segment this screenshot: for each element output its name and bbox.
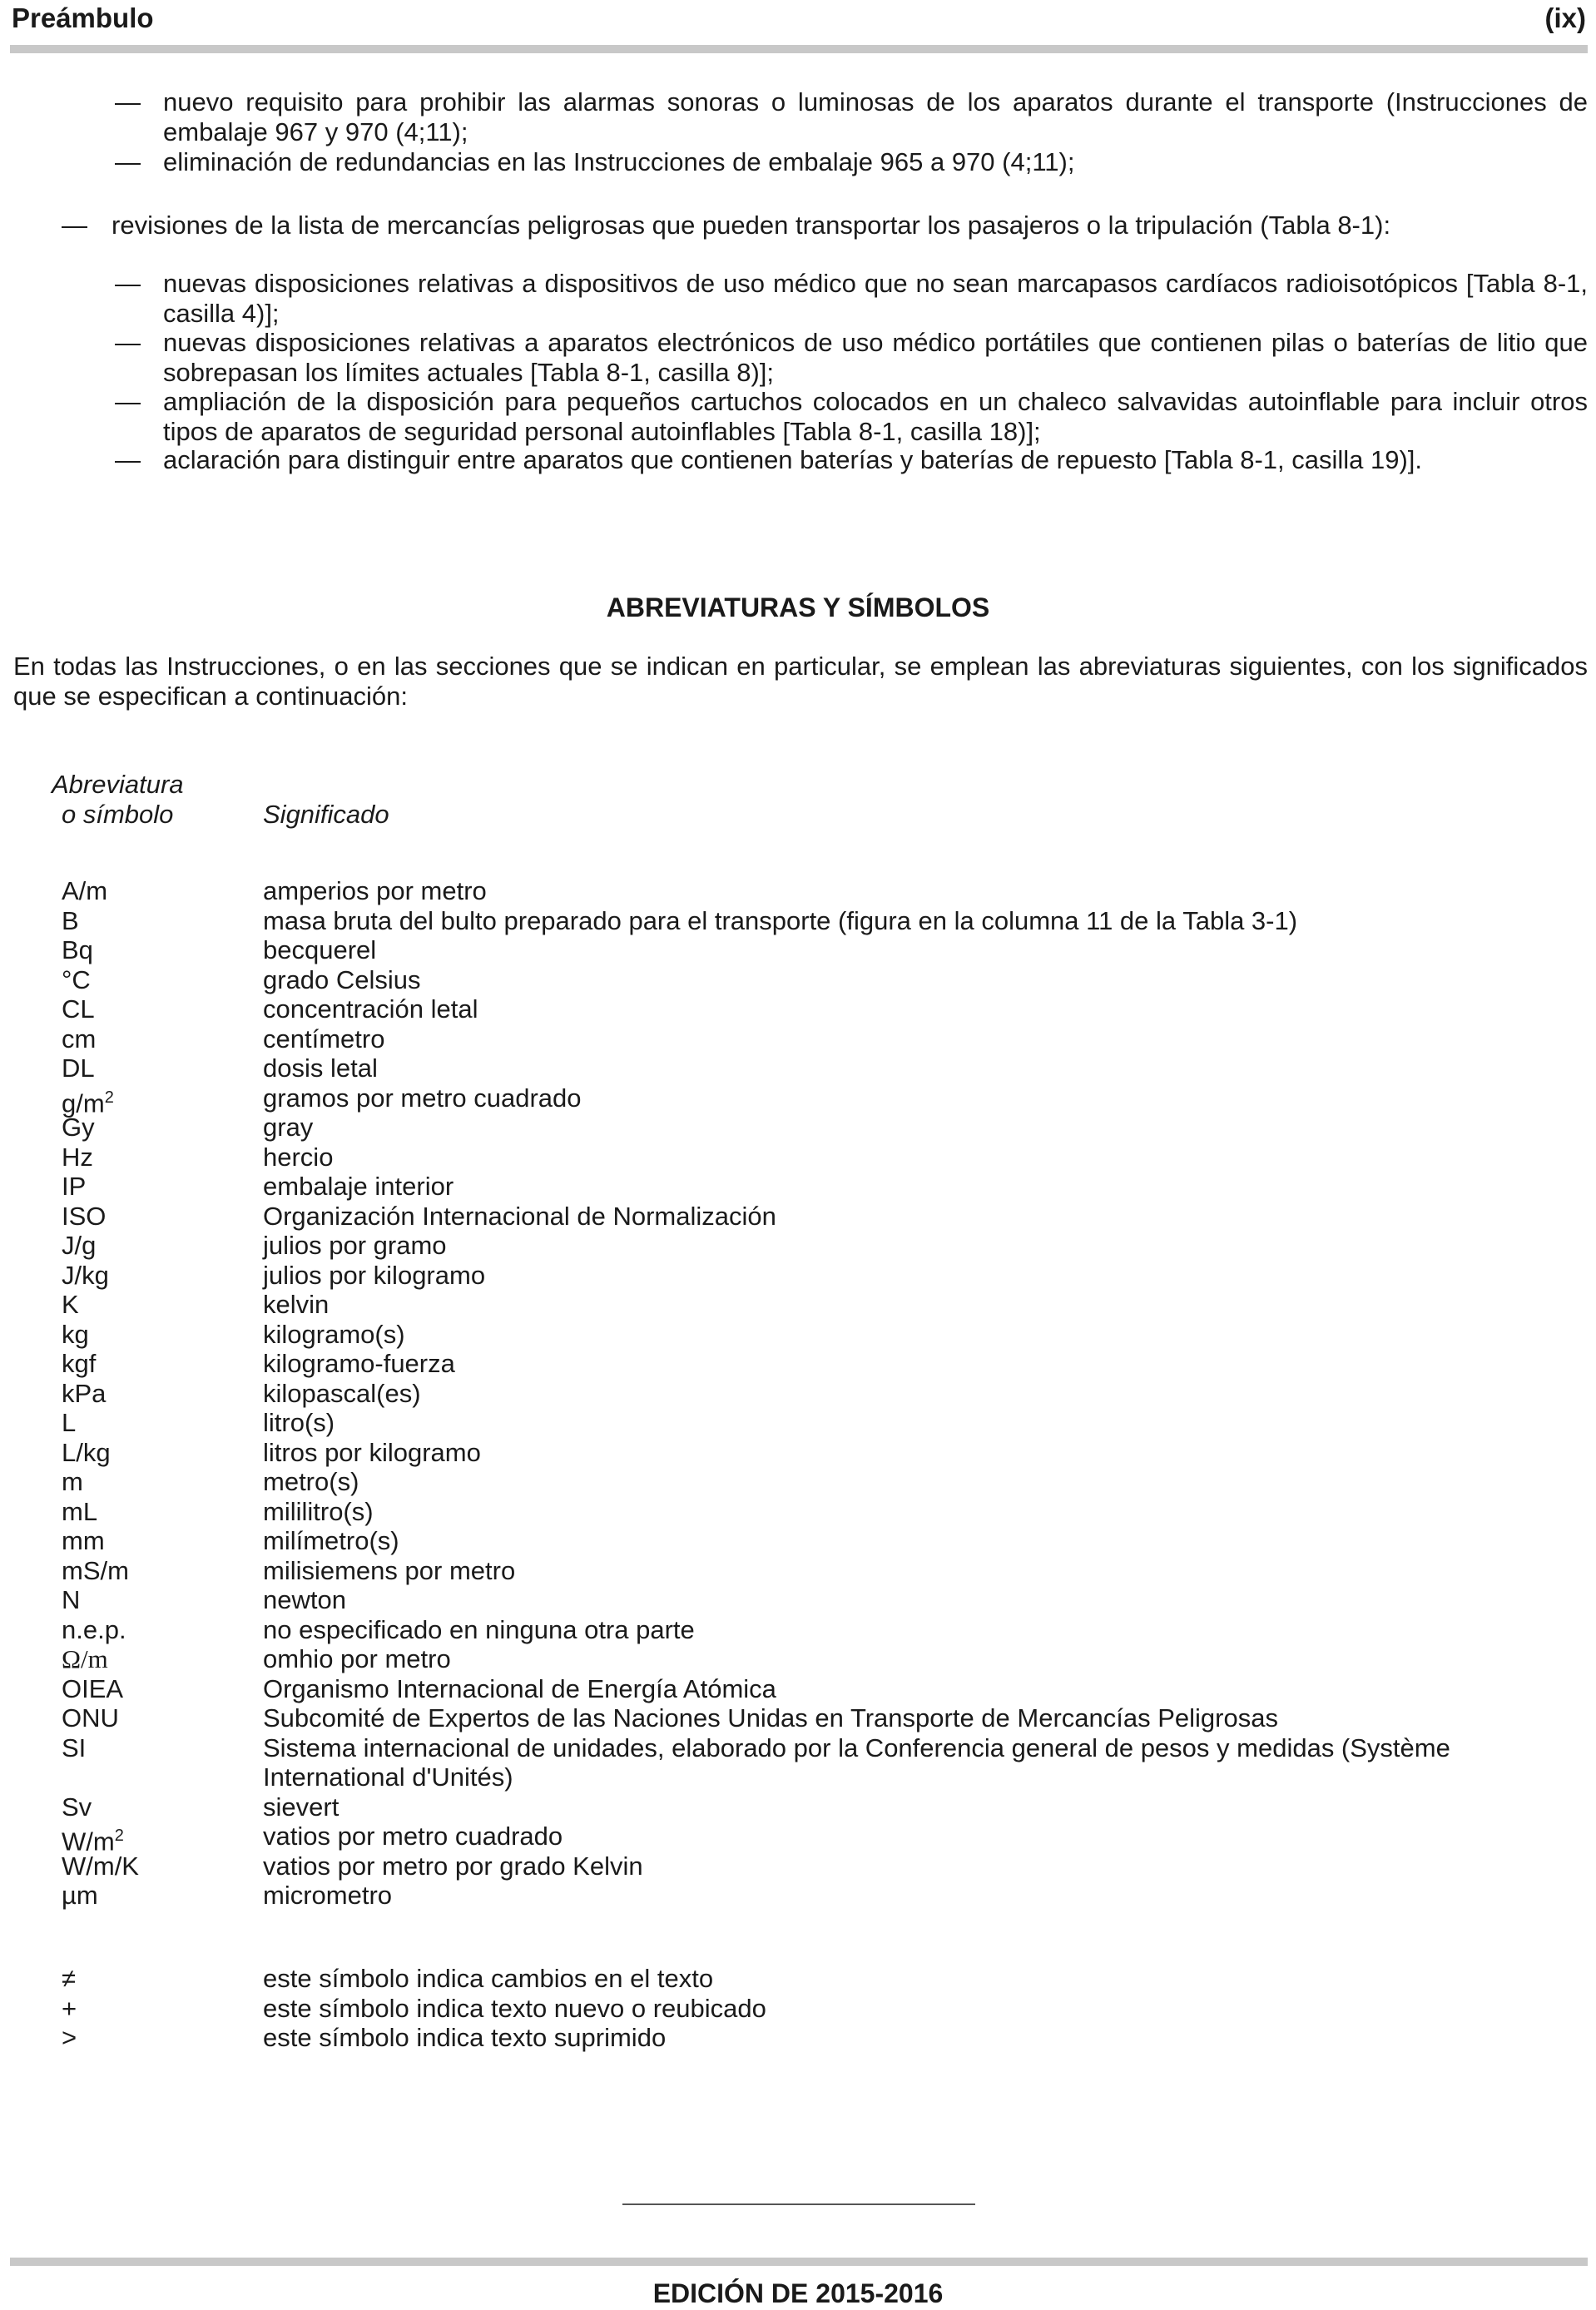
- abbreviation-row: [62, 1733, 1588, 1792]
- symbol: ≠: [62, 1964, 77, 1993]
- abbreviation-row: [62, 1851, 1588, 1881]
- abbreviations-intro: En todas las Instrucciones, o en las secciones que se indican en particular, se emplean las abreviaturas siguientes, con los significados que se especifican a continuación:: [13, 652, 1588, 711]
- abbreviation: CL: [62, 994, 95, 1024]
- abbreviation: kgf: [62, 1349, 97, 1378]
- abbreviation-row: [62, 1585, 1588, 1615]
- abbreviation-meaning: Organismo Internacional de Energía Atómica: [263, 1673, 776, 1703]
- dash-marker: —: [62, 211, 87, 240]
- column-header-abbr: o símbolo: [62, 800, 174, 829]
- abbreviation-meaning: mililitro(s): [263, 1496, 374, 1526]
- abbreviation: Hz: [62, 1142, 93, 1172]
- abbreviation: mm: [62, 1526, 105, 1555]
- abbreviation-meaning: newton: [263, 1585, 346, 1614]
- abbreviation-row: [62, 1231, 1588, 1261]
- abbreviation: µm: [62, 1881, 98, 1910]
- amendment-sub-item: [115, 269, 1588, 329]
- abbreviation-meaning: hercio: [263, 1142, 334, 1172]
- abbreviation-meaning: becquerel: [263, 935, 377, 964]
- superscript: 2: [104, 1088, 114, 1107]
- abbreviation-meaning: concentración letal: [263, 994, 478, 1024]
- amendment-sub-item: [115, 147, 1588, 177]
- abbreviation: ISO: [62, 1201, 107, 1231]
- dash-marker: —: [115, 387, 141, 416]
- header-rule: [10, 45, 1588, 53]
- abbreviation-meaning: kilogramo(s): [263, 1319, 405, 1349]
- amendment-text: nuevo requisito para prohibir las alarmas sonoras o luminosas de los aparatos durante el transporte (Instrucciones de embalaje 967 y 970 (4;11);: [163, 87, 1588, 146]
- abbreviation: Ω/m: [62, 1644, 108, 1673]
- abbreviation: K: [62, 1290, 79, 1319]
- abbreviation-meaning: sievert: [263, 1792, 340, 1822]
- abbreviation-row: [62, 1792, 1588, 1822]
- abbreviation: W/m/K: [62, 1851, 139, 1881]
- abbreviation-row: [62, 1644, 1588, 1674]
- abbreviation-meaning: julios por gramo: [263, 1231, 447, 1260]
- symbol-row: [62, 1964, 1588, 1994]
- column-header-abbr: Abreviatura: [52, 770, 184, 799]
- abbreviation-meaning: micrometro: [263, 1881, 393, 1910]
- symbol-row: [62, 1994, 1588, 2024]
- abbreviation-row: [62, 994, 1588, 1024]
- abbreviation-row: [62, 1556, 1588, 1586]
- abbreviation: Gy: [62, 1113, 95, 1142]
- section-title: Preámbulo: [12, 2, 154, 33]
- abbreviation-row: [62, 1674, 1588, 1704]
- abbreviation-row: [62, 1881, 1588, 1911]
- abbreviation: Sv: [62, 1792, 92, 1822]
- abbreviation-meaning: litro(s): [263, 1408, 335, 1437]
- abbreviation-row: [62, 1261, 1588, 1291]
- abbreviation-meaning: kelvin: [263, 1290, 330, 1319]
- footer-divider: [622, 2203, 975, 2205]
- abbreviation-row: [62, 1349, 1588, 1379]
- symbol-meaning: este símbolo indica cambios en el texto: [263, 1964, 714, 1993]
- abbreviation-row: [62, 1497, 1588, 1527]
- abbreviation-row: [62, 1408, 1588, 1438]
- dash-marker: —: [115, 147, 141, 176]
- abbreviation: n.e.p.: [62, 1614, 126, 1644]
- dash-marker: —: [115, 328, 141, 357]
- symbol: >: [62, 2023, 77, 2052]
- abbreviation: L: [62, 1408, 77, 1437]
- abbreviation-meaning: centímetro: [263, 1024, 385, 1053]
- abbreviation-meaning: vatios por metro cuadrado: [263, 1822, 563, 1851]
- abbreviation-meaning: julios por kilogramo: [263, 1260, 486, 1290]
- abbreviation: B: [62, 905, 79, 935]
- abbreviation: DL: [62, 1053, 95, 1083]
- amendment-sub-item: [115, 328, 1588, 388]
- abbreviation-meaning: kilogramo-fuerza: [263, 1349, 455, 1378]
- abbreviation-meaning: milisiemens por metro: [263, 1555, 516, 1585]
- abbreviation: mS/m: [62, 1555, 129, 1585]
- abbreviation-meaning: vatios por metro por grado Kelvin: [263, 1851, 643, 1881]
- abbreviation-row: [62, 1438, 1588, 1468]
- abbreviation-row: [62, 1467, 1588, 1497]
- amendment-text: aclaración para distinguir entre aparatos que contienen baterías y baterías de repuesto [Tabla 8-1, casilla 19)].: [163, 445, 1423, 474]
- abbreviation-meaning: amperios por metro: [263, 876, 487, 905]
- abbreviation-row: [62, 1113, 1588, 1143]
- abbreviation-meaning: Subcomité de Expertos de las Naciones Unidas en Transporte de Mercancías Peligrosas: [263, 1703, 1278, 1732]
- dash-marker: —: [115, 445, 141, 474]
- abbreviation: cm: [62, 1024, 97, 1053]
- abbreviation-row: [62, 1615, 1588, 1645]
- abbreviation-meaning: gray: [263, 1113, 314, 1142]
- abbreviation-meaning: no especificado en ninguna otra parte: [263, 1614, 695, 1644]
- dash-marker: —: [115, 269, 141, 298]
- abbreviation-meaning: kilopascal(es): [263, 1378, 421, 1408]
- abbreviation: $W/m^2$: [62, 1827, 124, 1856]
- abbreviation: IP: [62, 1172, 87, 1201]
- abbreviation: °C: [62, 964, 91, 994]
- abbreviation: A/m: [62, 876, 108, 905]
- abbreviations-heading: ABREVIATURAS Y SÍMBOLOS: [606, 592, 990, 622]
- abbreviation-meaning: omhio por metro: [263, 1644, 451, 1673]
- abbreviation-meaning: Organización Internacional de Normalización: [263, 1201, 776, 1231]
- abbreviation: mL: [62, 1496, 98, 1526]
- abbreviation: ONU: [62, 1703, 119, 1732]
- abbreviation-row: [62, 1290, 1588, 1320]
- abbreviation-row: [62, 935, 1588, 965]
- abbreviation: m: [62, 1467, 83, 1496]
- abbreviation: N: [62, 1585, 81, 1614]
- abbreviation-row: [62, 1202, 1588, 1232]
- abbreviation-row: [62, 1172, 1588, 1202]
- amendment-sub-item: [115, 445, 1588, 475]
- abbreviation-meaning: gramos por metro cuadrado: [263, 1083, 582, 1113]
- abbreviation-meaning: embalaje interior: [263, 1172, 454, 1201]
- abbreviation-meaning: dosis letal: [263, 1053, 378, 1083]
- symbol-meaning: este símbolo indica texto nuevo o reubicado: [263, 1993, 766, 2023]
- abbreviation-row: [62, 1143, 1588, 1172]
- abbreviation: $g/m^2$: [62, 1088, 114, 1118]
- abbreviation-row: [62, 876, 1588, 906]
- edition-label: EDICIÓN DE 2015-2016: [652, 2278, 944, 2308]
- abbreviation-meaning: Sistema internacional de unidades, elaborado por la Conferencia general de pesos y medidas (Système International d'Unités): [263, 1732, 1450, 1792]
- superscript: 2: [114, 1827, 124, 1845]
- abbreviation-row: [62, 906, 1588, 936]
- symbol: +: [62, 1993, 77, 2023]
- amendment-sub-item: [115, 387, 1588, 447]
- abbreviation: kPa: [62, 1378, 107, 1408]
- abbreviation-row: [62, 1053, 1588, 1083]
- amendment-text: nuevas disposiciones relativas a dispositivos de uso médico que no sean marcapasos cardíacos radioisotópicos [Tabla 8-1, casilla 4)];: [163, 269, 1588, 328]
- dash-marker: —: [115, 87, 141, 116]
- amendment-item: [62, 211, 1588, 240]
- abbreviation-row: [62, 1703, 1588, 1733]
- abbreviation: J/g: [62, 1231, 97, 1260]
- column-header-meaning: Significado: [263, 800, 389, 829]
- abbreviation-meaning: milímetro(s): [263, 1526, 399, 1555]
- amendment-sub-item: [115, 87, 1588, 147]
- abbreviation: SI: [62, 1732, 87, 1762]
- page-number: (ix): [1544, 2, 1586, 33]
- abbreviation: J/kg: [62, 1260, 109, 1290]
- amendment-text: nuevas disposiciones relativas a aparatos electrónicos de uso médico portátiles que contienen pilas o baterías de litio que sobrepasan los límites actuales [Tabla 8-1, casilla 8)];: [163, 328, 1588, 387]
- abbreviation-meaning: masa bruta del bulto preparado para el transporte (figura en la columna 11 de la Tabla 3-1): [263, 905, 1298, 935]
- abbreviation-row: [62, 1024, 1588, 1054]
- amendment-text: eliminación de redundancias en las Instrucciones de embalaje 965 a 970 (4;11);: [163, 147, 1075, 176]
- abbreviation-row: [62, 965, 1588, 995]
- abbreviation: OIEA: [62, 1673, 124, 1703]
- amendment-text: revisiones de la lista de mercancías peligrosas que pueden transportar los pasajeros o la tripulación (Tabla 8-1):: [112, 211, 1391, 240]
- footer-rule: [10, 2258, 1588, 2266]
- abbreviation-meaning: litros por kilogramo: [263, 1437, 481, 1467]
- abbreviation: Bq: [62, 935, 93, 964]
- abbreviation-meaning: metro(s): [263, 1467, 359, 1496]
- abbreviation-row: [62, 1526, 1588, 1556]
- abbreviation: L/kg: [62, 1437, 111, 1467]
- abbreviation-row: [62, 1379, 1588, 1409]
- abbreviation: kg: [62, 1319, 89, 1349]
- abbreviation-meaning: grado Celsius: [263, 964, 421, 994]
- page-header: [12, 2, 1586, 35]
- amendment-text: ampliación de la disposición para pequeños cartuchos colocados en un chaleco salvavidas autoinflable para incluir otros tipos de aparatos de seguridad personal autoinflables [Tabla 8-1, casilla 18)];: [163, 387, 1588, 446]
- symbol-row: [62, 2023, 1588, 2053]
- symbol-meaning: este símbolo indica texto suprimido: [263, 2023, 667, 2052]
- abbreviation-row: [62, 1320, 1588, 1350]
